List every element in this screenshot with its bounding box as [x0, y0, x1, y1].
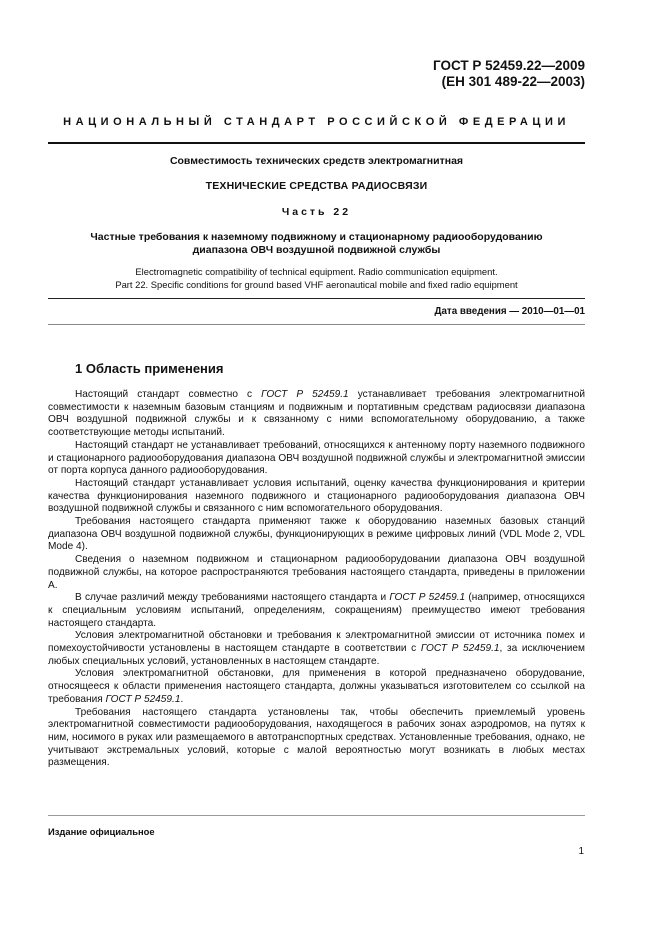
paragraph: Требования настоящего стандарта применяют также к оборудованию наземных базовых станций диапазона ОВЧ воздушной подвижной службы, функционирующих в режиме цифровых линий (VDL Mode 2, VDL Mode 4).	[48, 516, 585, 553]
standard-reference: ГОСТ Р 52459.1	[261, 389, 349, 400]
standard-reference: ГОСТ Р 52459.1	[105, 693, 181, 705]
gost-number: ГОСТ Р 52459.22—2009	[433, 58, 585, 73]
paragraph: Требования настоящего стандарта установлены так, чтобы обеспечить приемлемый уровень электромагнитной совместимости радиооборудования, находящегося в рабочих зонах аэродромов, на путях к ним, носимого в руках или размещаемого в автотранспортных средствах. Установленные требования, однако, не учитывают экстремальных условий, которые с малой вероятностью могут возникать в любых местах размещения.	[48, 706, 585, 769]
header-divider	[48, 142, 585, 144]
english-title-line1: Electromagnetic compatibility of technical equipment. Radio communication equipment.	[135, 266, 498, 277]
paragraph: Условия электромагнитной обстановки, для применения в которой предназначено оборудование, относящееся к области применения настоящего стандарта, должны указываться изготовителем со ссылкой на требования ГОСТ Р 52459.1.	[48, 668, 585, 705]
standard-title-line2: ТЕХНИЧЕСКИЕ СРЕДСТВА РАДИОСВЯЗИ	[205, 180, 428, 192]
national-standard-heading: НАЦИОНАЛЬНЫЙ СТАНДАРТ РОССИЙСКОЙ ФЕДЕРАЦИИ	[63, 116, 570, 128]
standard-subtitle	[48, 231, 585, 257]
standard-reference: ГОСТ Р 52459.1	[420, 643, 500, 655]
paragraph: Настоящий стандарт не устанавливает требований, относящихся к антенному порту наземного подвижного и стационарного радиооборудования диапазона ОВЧ воздушной подвижной службы и электромагнитной эмиссии от порта корпуса данного радиооборудования.	[48, 439, 585, 477]
paragraph: Настоящий стандарт совместно с ГОСТ Р 52459.1 устанавливает требования электромагнитной совместимости к наземным базовым станциям и подвижным и портативным средствам радиосвязи диапазона ОВЧ воздушной подвижной службы и к связанному с ними вспомогательному оборудованию, а также соответствующие методы испытаний.	[48, 389, 585, 439]
en-number: (ЕН 301 489-22—2003)	[441, 74, 585, 89]
section-body	[48, 389, 585, 770]
footer-divider	[48, 815, 585, 816]
subtitle-line2: диапазона ОВЧ воздушной подвижной службы	[192, 244, 441, 256]
paragraph: Условия электромагнитной обстановки и требования к электромагнитной эмиссии от источника помех и помехоустойчивости установлены в настоящем стандарте в соответствии с ГОСТ Р 52459.1, за исключением любых специальных условий, установленных в настоящем стандарте.	[48, 630, 585, 667]
subtitle-line1: Частные требования к наземному подвижному и стационарному радиооборудованию	[90, 231, 543, 243]
english-title	[48, 266, 585, 291]
paragraph: Настоящий стандарт устанавливает условия испытаний, оценку качества функционирования и критерии качества функционирования наземного подвижного и стационарного радиооборудования диапазона ОВЧ воздушной подвижной службы и связанного с ним вспомогательного оборудования.	[48, 477, 585, 515]
document-code	[433, 58, 585, 90]
introduction-date: Дата введения — 2010—01—01	[434, 306, 585, 317]
standard-title-line1: Совместимость технических средств электромагнитная	[169, 155, 464, 167]
date-divider	[48, 324, 585, 325]
section-title: 1 Область применения	[75, 361, 224, 376]
english-title-line2: Part 22. Specific conditions for ground based VHF aeronautical mobile and fixed radio equipment	[115, 278, 518, 290]
page-number: 1	[578, 846, 584, 857]
official-edition-label: Издание официальное	[48, 826, 155, 837]
paragraph: В случае различий между требованиями настоящего стандарта и ГОСТ Р 52459.1 (например, относящихся к специальным условиям испытаний, определениям, сокращениям) преимущество имеют требования настоящего стандарта.	[48, 592, 586, 629]
standard-reference: ГОСТ Р 52459.1	[389, 592, 466, 604]
title-divider	[48, 298, 585, 299]
standard-part: Часть 22	[281, 206, 352, 218]
paragraph: Сведения о наземном подвижном и стационарном радиооборудовании диапазона ОВЧ воздушной подвижной службы, на которое распространяются требования настоящего стандарта, приведены в приложении А.	[48, 554, 585, 591]
